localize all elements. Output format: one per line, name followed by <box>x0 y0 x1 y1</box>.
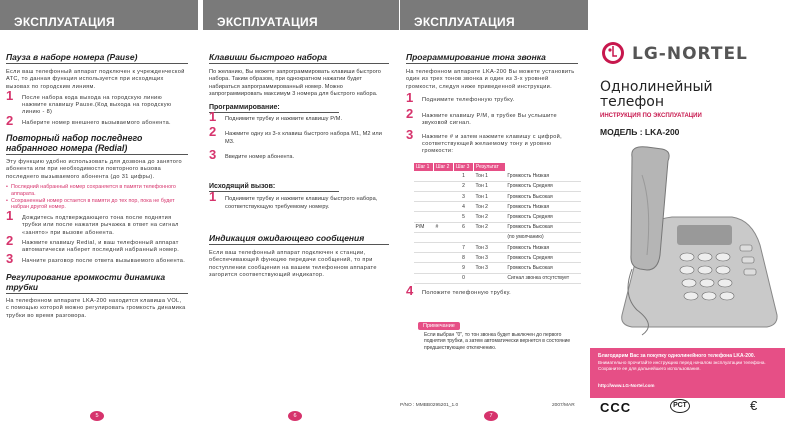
table-cell <box>434 212 454 222</box>
indicator-title: Индикация ожидающего сообщения <box>209 233 389 245</box>
redial-bullet-2: • Сохраненный номер остается в памяти до тех пор, пока не будет набран другой номер. <box>6 198 186 212</box>
table-cell: Громкость Средняя <box>505 253 581 263</box>
ce-mark-icon: € <box>750 398 758 413</box>
thanks-text: Благодарим Вас за покупку однолинейного телефона LKA-200. <box>598 353 756 359</box>
table-cell: (по умолчанию) <box>505 232 581 242</box>
table-cell <box>414 232 434 242</box>
title-line-1: Однолинейный <box>600 79 713 95</box>
table-cell: Тон 2 <box>474 222 506 232</box>
page-6 <box>203 0 399 433</box>
table-cell <box>434 263 454 273</box>
table-header: Шаг 3 <box>454 162 474 171</box>
section-header <box>203 0 399 30</box>
table-cell: Тон 3 <box>474 263 506 273</box>
redial-bullet-1: • Последний набранный номер сохраняется в памяти телефонного аппарата. <box>6 184 186 198</box>
table-cell <box>414 242 434 252</box>
table-cell: Громкость Высокая <box>505 222 581 232</box>
prog-step-2: 2 Нажмите одну из 3-х клавиш быстрого набора M1, M2 или M3. <box>209 124 383 145</box>
section-header <box>400 0 588 30</box>
table-row <box>414 202 582 212</box>
pause-step-1: 1 После набора кода выхода на городскую линию нажмите клавишу Pause.(Код выхода на городскую линию - 8) <box>6 87 172 116</box>
table-row <box>414 181 582 191</box>
prog-step-3: 3 Введите номер абонента. <box>209 147 295 163</box>
table-header: Результат <box>474 162 506 171</box>
redial-step-3: 3 Начните разговор после ответа вызываемого абонента. <box>6 250 186 266</box>
table-cell <box>414 181 434 191</box>
website: http://www.LG-Nortel.com <box>598 382 655 388</box>
table-cell <box>434 232 454 242</box>
ring-step-1: 1 Поднимите телефонную трубку. <box>406 89 515 105</box>
manual-label: ИНСТРУКЦИЯ ПО ЭКСПЛУАТАЦИИ <box>600 113 702 119</box>
table-cell: Громкость Высокая <box>505 192 581 202</box>
note-text: Если выбран "0", то тон звонка будет выключен до первого поднятия трубки, а затем автоматически вернется в состояние предшествующее отключению. <box>424 332 571 351</box>
table-row <box>414 273 582 283</box>
page-5 <box>0 0 198 433</box>
redial-step-1: 1 Дождитесь подтверждающего тона после поднятия трубки или после нажатия рычажка в ответ на сигнал «занято» при вызове абонента. <box>6 208 179 236</box>
pause-title: Пауза в наборе номера (Pause) <box>6 52 188 64</box>
table-cell: Громкость Высокая <box>505 263 581 273</box>
cover-title <box>600 80 713 110</box>
note-label: Примечание <box>418 322 460 330</box>
pause-step-2: 2 Наберите номер внешнего вызываемого абонента. <box>6 112 171 128</box>
table-cell <box>414 192 434 202</box>
table-cell: Сигнал звонка отсутствует <box>505 273 581 283</box>
note-box <box>418 323 578 351</box>
table-cell: 0 <box>454 273 474 283</box>
table-cell <box>414 212 434 222</box>
table-cell <box>414 171 434 181</box>
header-label: ЭКСПЛУАТАЦИЯ <box>414 15 515 29</box>
table-cell: 9 <box>454 263 474 273</box>
header-label: ЭКСПЛУАТАЦИЯ <box>14 15 115 29</box>
table-cell <box>434 273 454 283</box>
telephone-illustration <box>602 145 782 340</box>
prog-step-1: 1 Поднимите трубку и нажмите клавишу P/M. <box>209 109 343 125</box>
table-cell: 1 <box>454 171 474 181</box>
table-cell: 7 <box>454 242 474 252</box>
table-row <box>414 192 582 202</box>
table-cell <box>474 273 506 283</box>
outgoing-call-subtitle: Исходящий вызов: <box>209 183 339 192</box>
page-7 <box>400 0 588 433</box>
info-strip <box>590 348 785 398</box>
table-cell: P/M <box>414 222 434 232</box>
table-cell <box>434 242 454 252</box>
table-row <box>414 253 582 263</box>
redial-title: Повторный набор последнего набранного номера (Redial) <box>6 134 188 155</box>
table-cell: Тон 2 <box>474 202 506 212</box>
table-row <box>414 232 582 242</box>
table-cell: Тон 3 <box>474 242 506 252</box>
table-header: Шаг 1 <box>414 162 434 171</box>
table-cell <box>474 232 506 242</box>
table-cell: Громкость Низкая <box>505 202 581 212</box>
header-label: ЭКСПЛУАТАЦИЯ <box>217 15 318 29</box>
table-cell: Громкость Средняя <box>505 212 581 222</box>
table-row <box>414 263 582 273</box>
table-cell: 6 <box>454 222 474 232</box>
model-label: МОДЕЛЬ : LKA-200 <box>600 127 680 137</box>
page-number: 6 <box>288 411 302 421</box>
table-row <box>414 222 582 232</box>
table-cell: 4 <box>454 202 474 212</box>
ring-step-4: 4 Положите телефонную трубку. <box>406 282 512 298</box>
pause-intro: Если ваш телефонный аппарат подключен к учрежденческой АТС, то данная функция используется при исходящих вызовах по городским линиям. <box>6 69 185 90</box>
programming-subtitle: Программирование: <box>209 104 339 113</box>
ring-intro: На телефонном аппарате LKA-200 Вы можете установить один из трех тонов звонка и один из 3-х уровней громкости, следуя ниже приведенной инструкции. <box>406 69 575 90</box>
indicator-text: Если ваш телефонный аппарат подключен к станции, обеспечивающей функцию передачи сообщений, то при поступлении сообщения на вашем телефонном аппарате загорится соответствующий индикатор. <box>209 249 377 278</box>
table-cell <box>414 263 434 273</box>
table-cell: 8 <box>454 253 474 263</box>
table-cell: 5 <box>454 212 474 222</box>
page-number: 5 <box>90 411 104 421</box>
table-cell: Тон 1 <box>474 192 506 202</box>
table-row <box>414 171 582 181</box>
ring-title: Программирование тона звонка <box>406 52 578 64</box>
part-number: P/NO : MMBB0295201_1.0 <box>400 403 459 408</box>
table-row <box>414 242 582 252</box>
table-cell: Тон 3 <box>474 253 506 263</box>
cover-page <box>590 0 785 433</box>
table-cell: Громкость Низкая <box>505 242 581 252</box>
speed-dial-title: Клавиши быстрого набора <box>209 52 389 64</box>
ring-tone-table <box>413 162 581 284</box>
table-row <box>414 212 582 222</box>
section-header <box>0 0 198 30</box>
table-cell <box>414 253 434 263</box>
read-note: Внимательно прочитайте инструкцию перед началом эксплуатации телефона. <box>598 359 766 365</box>
table-cell: Громкость Средняя <box>505 181 581 191</box>
ring-step-2: 2 Нажмите клавишу P/M, в трубке Вы услышите звуковой сигнал. <box>406 106 557 127</box>
table-cell <box>434 202 454 212</box>
brand-logo <box>600 40 775 66</box>
certification-mark-icon: ССС <box>600 400 632 415</box>
keep-note: Сохраните ее для дальнейшего использования. <box>598 366 701 371</box>
table-cell <box>454 232 474 242</box>
table-cell: Тон 2 <box>474 212 506 222</box>
brand-name: LG-NORTEL <box>632 44 748 64</box>
volume-text: На телефонном аппарате LKA-200 находится клавиша VOL, с помощью которой можно регулировать громкость динамика трубки во время разговора. <box>6 297 186 319</box>
publication-date: 2007/MAR <box>552 403 575 408</box>
table-cell <box>434 192 454 202</box>
title-line-2: телефон <box>600 94 665 110</box>
table-cell: 3 <box>454 192 474 202</box>
pct-mark-icon: РСТ <box>670 399 690 413</box>
table-cell <box>434 171 454 181</box>
page-number: 7 <box>484 411 498 421</box>
redial-intro: Эту функцию удобно использовать для дозвона до занятого абонента или при необходимости повторного вызова последнего вызываемого абонента (до 31 цифры). <box>6 159 182 180</box>
table-cell <box>414 202 434 212</box>
table-cell: # <box>434 222 454 232</box>
speed-dial-intro: По желанию, Вы можете запрограммировать клавиши быстрого набора. Таким образом, при однократном нажатии будет набираться запрограммированный номер. Можно запрограммировать максимум 3 номера для быстрого набора. <box>209 69 382 97</box>
table-header: Шаг 2 <box>434 162 454 171</box>
table-cell <box>414 273 434 283</box>
table-cell: Тон 1 <box>474 171 506 181</box>
redial-step-2: 2 Нажмите клавишу Redial, и ваш телефонный аппарат автоматически наберет последний набранный номер. <box>6 233 180 254</box>
table-cell <box>434 253 454 263</box>
call-step-1: 1 Поднимите трубку и нажмите клавишу быстрого набора, соответствующую требуемому номеру. <box>209 189 378 210</box>
table-cell: 2 <box>454 181 474 191</box>
table-cell: Тон 1 <box>474 181 506 191</box>
table-cell <box>434 181 454 191</box>
ring-step-3: 3 Нажмите # и затем нажмите клавишу с цифрой, соответствующей желаемому тону и уровню громкости: <box>406 126 563 155</box>
volume-title: Регулирование громкости динамика трубки <box>6 272 188 294</box>
table-cell: Громкость Низкая <box>505 171 581 181</box>
